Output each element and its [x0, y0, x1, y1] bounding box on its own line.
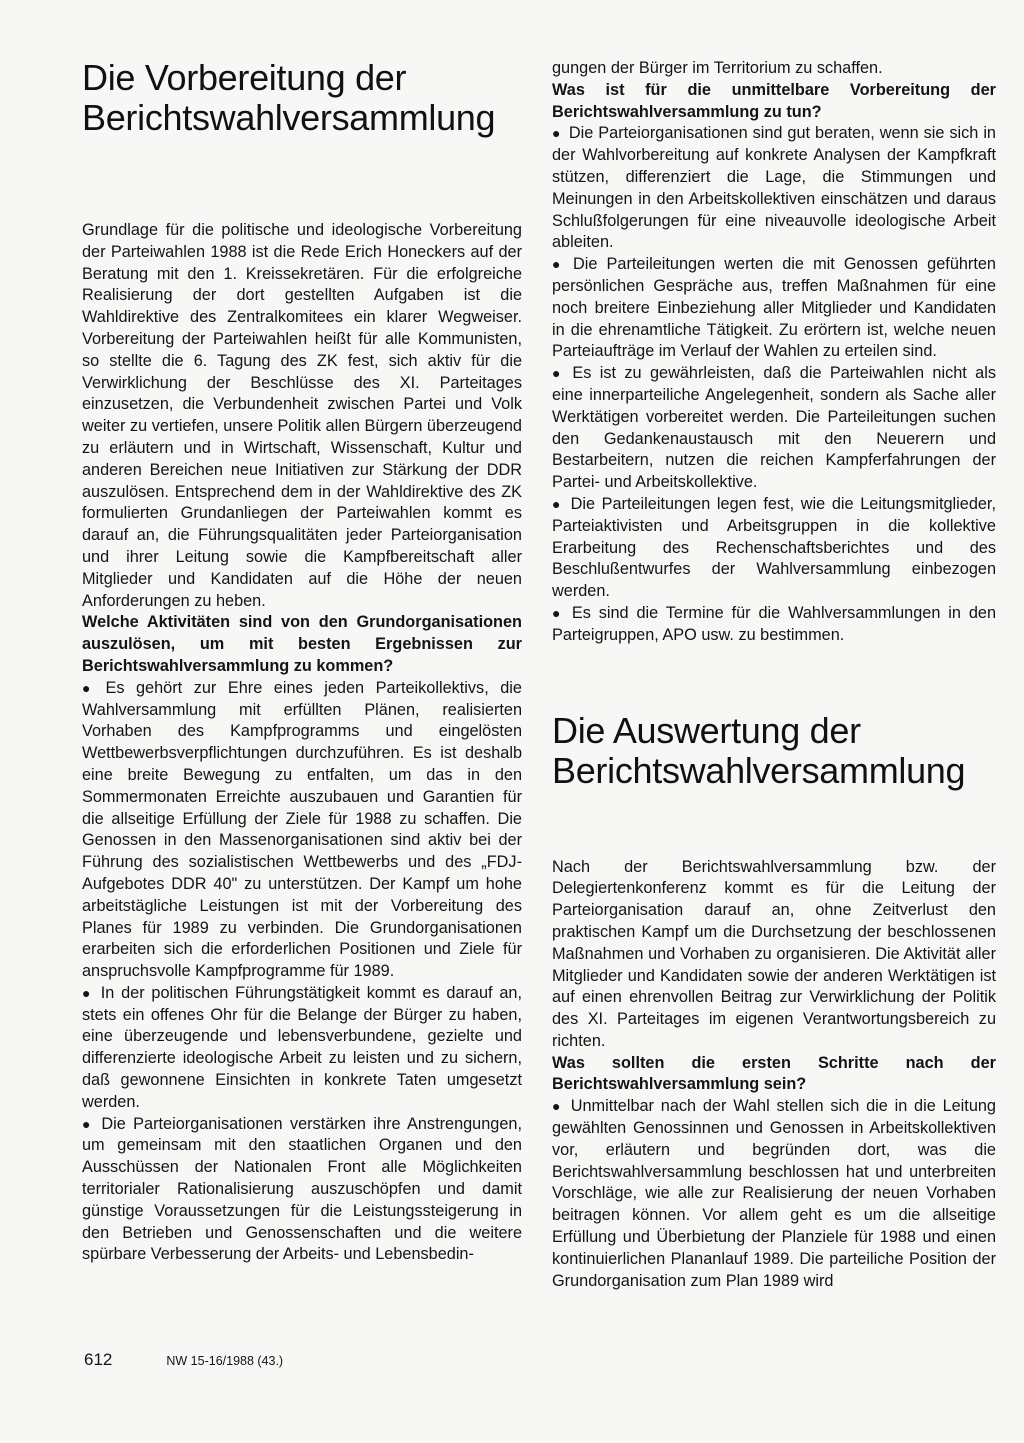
bullet-paragraph: ● Die Parteiorganisationen sind gut beraten, wenn sie sich in der Wahlvorbereitung auf konkrete Analysen der Kampfkraft stützen, differenziert die Lage, die Stimmungen und Meinungen in den Arbeitskollektiven einschätzen und daraus Schlußfolgerungen für eine niveauvolle ideologische Arbeit ableiten. [552, 123, 996, 254]
page-number: 612 [84, 1350, 113, 1369]
left-column [82, 0, 522, 1266]
source-reference: NW 15-16/1988 (43.) [166, 1354, 284, 1368]
bullet-paragraph: ● Die Parteileitungen legen fest, wie die Leitungsmitglieder, Parteiaktivisten und Arbeitsgruppen in die kollektive Erarbeitung des Rechenschaftsberichtes und des Beschlußentwurfes der Wahlversammlung einbezogen werden. [552, 494, 996, 603]
right-column [552, 0, 996, 1292]
bullet-paragraph: ● Die Parteileitungen werten die mit Genossen geführten persönlichen Gespräche aus, treffen Maßnahmen für eine noch breitere Einbeziehung aller Mitglieder und Kandidaten in die ehrenamtliche Tätigkeit. Zu erörtern ist, welche neuen Parteiaufträge im Verlauf der Wahlen zu erteilen sind. [552, 254, 996, 363]
heading-vorbereitung: Die Vorbereitung der Berichtswahlversammlung [82, 57, 496, 138]
intro-paragraph-2: Nach der Berichtswahlversammlung bzw. der Delegiertenkonferenz kommt es für die Leitung der Parteiorganisation darauf an, ohne Zeitverlust den praktischen Kampf um die Durchsetzung der beschlossenen Maßnahmen und Vorhaben zu organisieren. Die Aktivität aller Mitglieder und Kandidaten sowie der anderen Werktätigen ist auf einen ehrenvollen Beitrag zur Verwirklichung der Politik des XI. Parteitages im eigenen Verantwortungsbereich zu richten. [552, 857, 996, 1050]
bullet-paragraph: ● Unmittelbar nach der Wahl stellen sich die in die Leitung gewählten Genossinnen und Genossen in Arbeitskollektiven vor, erläutern und begründen dort, was die Berichtswahlversammlung beschlossen hat und unterbreiten Vorschläge, wie alle zur Realisierung der neuen Vorhaben beitragen können. Vor allem geht es um die allseitige Erfüllung und Überbietung der Planziele für 1988 und einen kontinuierlichen Plananlauf 1989. Die parteiliche Position der Grundorganisation zum Plan 1989 wird [552, 1096, 996, 1292]
question-heading: Welche Aktivitäten sind von den Grundorganisationen auszulösen, um mit besten Ergebnissen zur Berichtswahlversammlung zu kommen? [82, 613, 522, 675]
bullet-paragraph: ● Es sind die Termine für die Wahlversammlungen in den Parteigruppen, APO usw. zu bestimmen. [552, 603, 996, 647]
bullet-paragraph: ● In der politischen Führungstätigkeit kommt es darauf an, stets ein offenes Ohr für die Belange der Bürger zu haben, eine überzeugende und lebensverbundene, gezielte und differenzierte ideologische Arbeit zu leisten und zu sichern, daß gewonnene Einsichten in konkrete Taten umgesetzt werden. [82, 983, 522, 1114]
question-heading: Was sollten die ersten Schritte nach der Berichtswahlversammlung sein? [552, 1053, 996, 1094]
question-heading: Was ist für die unmittelbare Vorbereitung der Berichtswahlversammlung zu tun? [552, 80, 996, 121]
bullet-paragraph: ● Es ist zu gewährleisten, daß die Parteiwahlen nicht als eine innerparteiliche Angelegenheit, sondern als Sache aller Werktätigen vorbereitet werden. Die Parteileitungen suchen den Gedankenaustausch mit den Neuerern und Bestarbeitern, nutzen die reichen Kampferfahrungen der Partei- und Arbeitskollektive. [552, 363, 996, 494]
heading-auswertung: Die Auswertung der Berichtswahlversammlung [552, 709, 966, 791]
continuation-paragraph: gungen der Bürger im Territorium zu schaffen. [552, 59, 883, 77]
intro-paragraph: Grundlage für die politische und ideologische Vorbereitung der Parteiwahlen 1988 ist die Rede Erich Honeckers auf der Beratung mit den 1. Kreissekretären. Für die erfolgreiche Realisierung der dort gestellten Aufgaben ist die Wahldirektive des Zentralkomitees ein klarer Wegweiser. Vorbereitung der Parteiwahlen heißt für alle Kommunisten, so stellte die 6. Tagung des ZK fest, sich aktiv für die Verwirklichung der Beschlüsse des XI. Parteitages einzusetzen, die Verbundenheit zwischen Partei und Volk weiter zu vertiefen, unsere Politik allen Bürgern überzeugend zu erläutern und in Wirtschaft, Wissenschaft, Kultur und anderen Bereichen neue Initiativen zur Stärkung der DDR auszulösen. Entsprechend dem in der Wahldirektive des ZK formulierten Grundanliegen der Parteiwahlen kommt es darauf an, die Führungsqualitäten jeder Parteiorganisation und ihrer Leitung sowie die Kampfbereitschaft aller Mitglieder und Kandidaten auf die Höhe der neuen Anforderungen zu heben. [82, 221, 522, 610]
bullet-paragraph: ● Es gehört zur Ehre eines jeden Parteikollektivs, die Wahlversammlung mit erfüllten Plänen, realisierten Vorhaben des Kampfprogramms und eingelösten Wettbewerbsverpflichtungen durchzuführen. Es ist deshalb eine breite Bewegung zu entfalten, um das in den Sommermonaten Erreichte auszubauen und Garantien für die allseitige Erfüllung der Ziele für 1988 zu schaffen. Die Genossen in den Massenorganisationen sind aktiv bei der Führung des sozialistischen Wettbewerbs und des „FDJ-Aufgebotes DDR 40" zu unterstützen. Der Kampf um hohe arbeitstägliche Leistungen ist mit der Vorbereitung des Planes für 1989 zu verbinden. Die Grundorganisationen erarbeiten sich die erforderlichen Positionen und Ziele für anspruchsvolle Kampfprogramme für 1989. [82, 678, 522, 983]
bullet-paragraph: ● Die Parteiorganisationen verstärken ihre Anstrengungen, um gemeinsam mit den staatlichen Organen und den Ausschüssen der Nationalen Front alle Möglichkeiten territorialer Rationalisierung auszuschöpfen und damit günstige Voraussetzungen für die Leistungssteigerung in den Betrieben und Genossenschaften und die weitere spürbare Verbesserung der Arbeits- und Lebensbedin- [82, 1114, 522, 1267]
page-footer [84, 1350, 283, 1370]
